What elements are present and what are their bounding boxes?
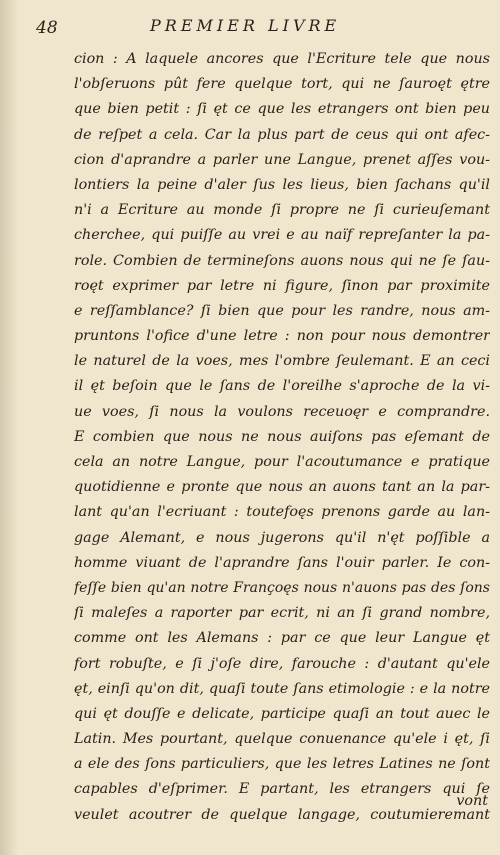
text-line: lant qu'an l'ecriuant : toutefoęs prenons garde au lan-	[74, 504, 490, 521]
text-line: le naturel de la voes, mes l'ombre ſeulemant. E an ceci	[74, 353, 490, 370]
spine-shadow	[0, 0, 18, 855]
text-line: roęt exprimer par letre ni figure, ſinon par proximite	[74, 277, 490, 294]
text-line: Latin. Mes pourtant, quelque conuenance qu'ele i ęt, ſi	[74, 731, 490, 748]
text-line: qui ęt douſſe e delicate, participe quaſi an tout auec le	[74, 705, 490, 722]
text-line: veulet acoutrer de quelque langage, coutumieremant	[74, 806, 490, 823]
text-line: l'obſeruons pût fere quelque tort, qui ne ſauroęt ętre	[74, 76, 490, 93]
text-line: de reſpet a cela. Car la plus part de ceus qui ont afec-	[74, 126, 490, 143]
text-line: que bien petit : ſi ęt ce que les etrangers ont bien peu	[74, 101, 490, 118]
text-line: e reſſamblance? ſi bien que pour les randre, nous am-	[74, 302, 490, 319]
text-line: cherchee, qui puiſſe au vrei e au naïf repreſanter la pa-	[74, 227, 490, 244]
text-line: lontiers la peine d'aler ſus les lieus, bien ſachans qu'il	[74, 176, 490, 193]
text-line: gage Alemant, e nous jugerons qu'il n'ęt poſſible a	[74, 529, 490, 546]
text-line: ęt, einſi qu'on dit, quaſi toute ſans etimologie : e la notre	[74, 680, 490, 697]
text-line: cion : A laquele ancores que l'Ecriture tele que nous	[74, 51, 490, 67]
text-line: pruntons l'ofice d'une letre : non pour nous demontrer	[74, 328, 490, 345]
text-line: quotidienne e pronte que nous an auons tant an la par-	[74, 479, 490, 496]
text-line: homme viuant de l'aprandre ſans l'ouir parler. Ie con-	[74, 554, 490, 571]
text-line: ſi maleſes a raporter par ecrit, ni an ſi grand nombre,	[74, 605, 490, 622]
text-line: E combien que nous ne nous auiſons pas eſemant de	[74, 428, 490, 445]
body-text	[74, 47, 490, 828]
text-line: a ele des ſons particuliers, que les letres Latines ne ſont	[74, 756, 490, 773]
text-line: il ęt beſoin que le ſans de l'oreilhe s'aproche de la vi-	[74, 378, 490, 395]
text-line: fort robuſte, e ſi j'oſe dire, farouche : d'autant qu'ele	[74, 655, 490, 672]
text-line: n'i a Ecriture au monde ſi propre ne ſi curieuſemant	[74, 202, 490, 219]
running-head: PREMIER LIVRE	[150, 16, 341, 35]
page-number: 48	[36, 18, 58, 38]
text-line: cela an notre Langue, pour l'acoutumance e pratique	[74, 454, 490, 470]
text-line: feſſe bien qu'an notre Françoęs nous n'auons pas des ſons	[74, 579, 490, 596]
text-line: cion d'aprandre a parler une Langue, prenet aſſes vou-	[74, 151, 490, 168]
text-line: capables d'eſprimer. E partant, les etrangers qui ſe	[74, 781, 490, 798]
catchword: vont	[456, 793, 488, 809]
text-line: comme ont les Alemans : par ce que leur Langue ęt	[74, 630, 490, 647]
text-line: role. Combien de termineſons auons nous qui ne ſe ſau-	[74, 252, 490, 269]
text-line: ue voes, ſi nous la voulons receuoęr e comprandre.	[74, 403, 490, 420]
